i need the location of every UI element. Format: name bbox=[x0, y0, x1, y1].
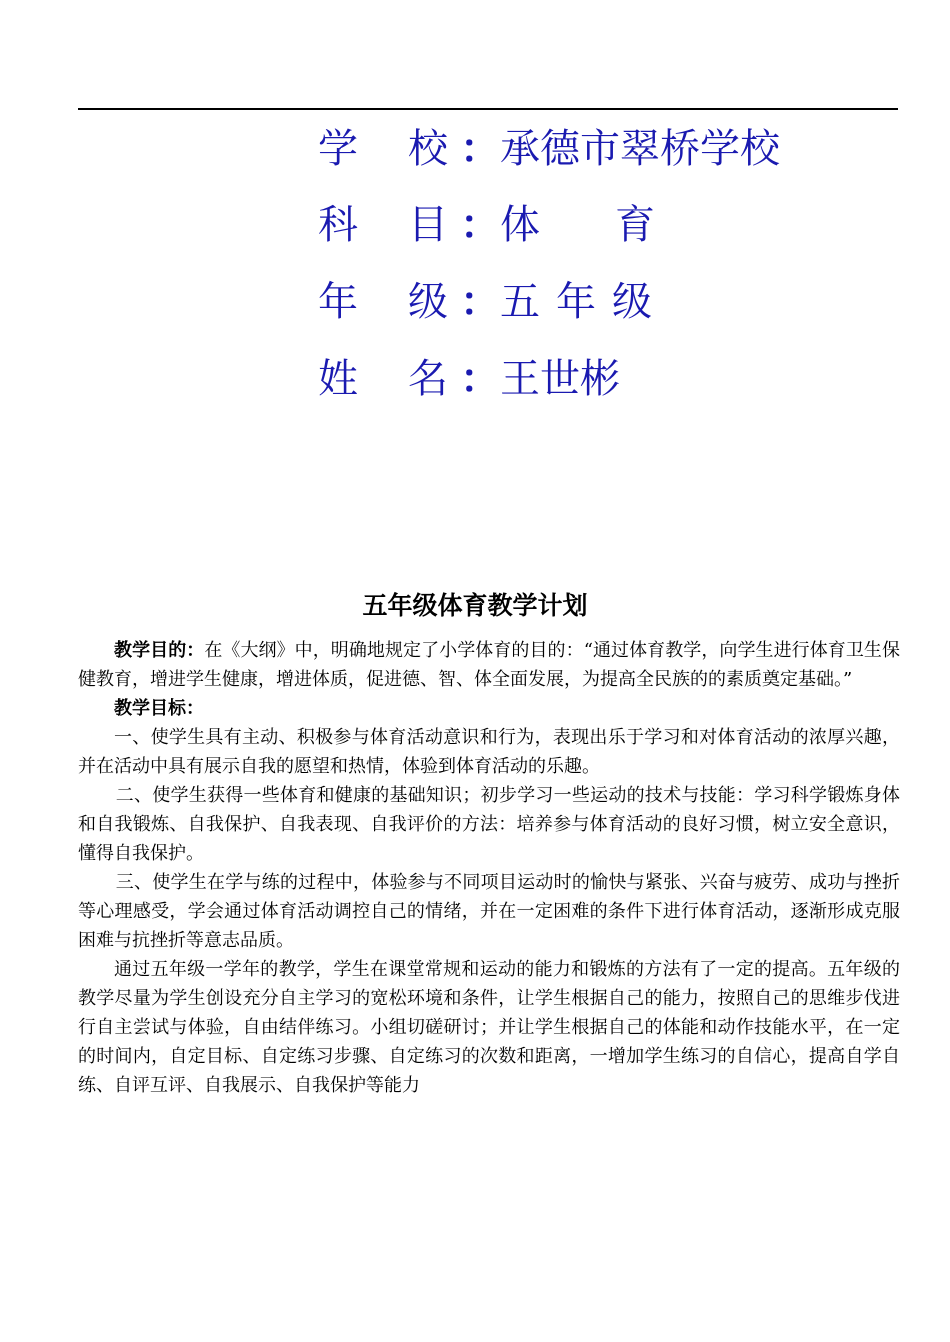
school-label: 学 校 bbox=[318, 126, 448, 172]
purpose-label: 教学目的： bbox=[114, 640, 205, 661]
goal-3-paragraph: 三、使学生在学与练的过程中，体验参与不同项目运动时的愉快与紧张、兴奋与疲劳、成功与挫折等心理感受，学会通过体育活动调控自己的情绪，并在一定困难的条件下进行体育活动，逐渐形成克服困难与抗挫折等意志品质。 bbox=[78, 872, 900, 951]
summary-paragraph: 通过五年级一学年的教学，学生在课堂常规和运动的能力和锻炼的方法有了一定的提高。五年级的教学尽量为学生创设充分自主学习的宽松环境和条件，让学生根据自己的能力，按照自己的思维步伐进行自主尝试与体验，自由结伴练习。小组切磋研讨；并让学生根据自己的体能和动作技能水平，在一定的时间内，自定目标、自定练习步骤、自定练习的次数和距离，一增加学生练习的自信心，提高自学自练、自评互评、自我展示、自我保护等能力 bbox=[78, 959, 900, 1096]
purpose-text: 在《大纲》中，明确地规定了小学体育的目的：“通过体育教学，向学生进行体育卫生保健教育，增进学生健康，增进体质，促进德、智、体全面发展，为提高全民族的的素质奠定基础。” bbox=[78, 640, 900, 690]
document-title: 五年级体育教学计划 bbox=[362, 591, 588, 620]
subject-colon: ： bbox=[460, 201, 500, 248]
goals-heading bbox=[78, 694, 900, 723]
school-value: 承德市翠桥学校 bbox=[500, 126, 780, 172]
name-label: 姓 名 bbox=[318, 356, 448, 402]
grade-value: 五年级 bbox=[500, 279, 668, 325]
purpose-paragraph bbox=[78, 636, 900, 694]
goal-2-paragraph: 二、使学生获得一些体育和健康的基础知识；初步学习一些运动的技术与技能：学习科学锻炼身体和自我锻炼、自我保护、自我表现、自我评价的方法：培养参与体育活动的良好习惯，树立安全意识，懂得自我保护。 bbox=[78, 785, 900, 864]
name-value: 王世彬 bbox=[500, 356, 620, 402]
goals-label: 教学目标： bbox=[114, 698, 204, 719]
goal-1-paragraph: 一、使学生具有主动、积极参与体育活动意识和行为，表现出乐于学习和对体育活动的浓厚兴趣，并在活动中具有展示自我的愿望和热情，体验到体育活动的乐趣。 bbox=[78, 727, 900, 777]
header-rule bbox=[78, 108, 898, 110]
name-colon: ： bbox=[460, 355, 500, 402]
grade-label: 年 级 bbox=[318, 279, 448, 325]
document-body bbox=[78, 636, 900, 1100]
grade-colon: ： bbox=[460, 278, 500, 325]
subject-value: 体 育 bbox=[500, 202, 655, 248]
school-colon: ： bbox=[460, 125, 500, 172]
subject-label: 科 目 bbox=[318, 202, 448, 248]
